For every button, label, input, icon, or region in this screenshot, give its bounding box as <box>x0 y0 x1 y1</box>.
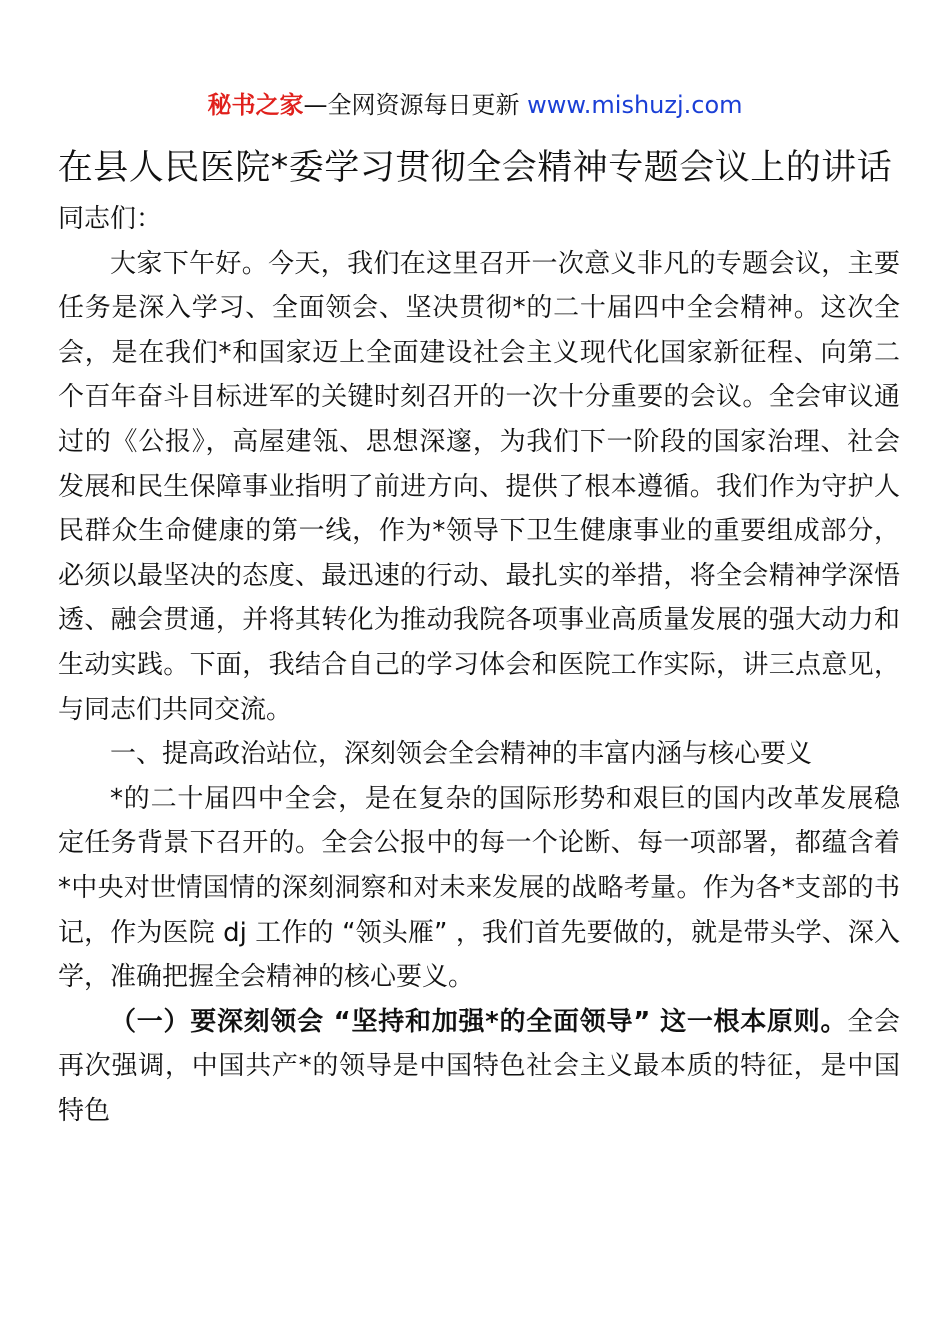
paragraph <box>58 1000 900 1134</box>
brand-name: 秘书之家 <box>207 91 304 119</box>
paragraph: 大家下午好。今天，我们在这里召开一次意义非凡的专题会议，主要任务是深入学习、全面领会、坚决贯彻*的二十届四中全会精神。这次全会，是在我们*和国家迈上全面建设社会主义现代化国家新征程、向第二个百年奋斗目标进军的关键时刻召开的一次十分重要的会议。全会审议通过的《公报》，高屋建瓴、思想深邃，为我们下一阶段的国家治理、社会发展和民生保障事业指明了前进方向、提供了根本遵循。我们作为守护人民群众生命健康的第一线，作为*领导下卫生健康事业的重要组成部分，必须以最坚决的态度、最迅速的行动、最扎实的举措，将全会精神学深悟透、融会贯通，并将其转化为推动我院各项事业高质量发展的强大动力和生动实践。下面，我结合自己的学习体会和医院工作实际，讲三点意见，与同志们共同交流。 <box>58 248 900 725</box>
site-header <box>0 88 950 122</box>
salutation: 同志们： <box>58 204 163 234</box>
subsection-heading: （一）要深刻领会 “坚持和加强*的全面领导” 这一根本原则。 <box>110 1006 848 1037</box>
paragraph-text: 全会再次强调，中国共产*的领导是中国特色社会主义最本质的特征，是中国特色 <box>58 1006 900 1126</box>
header-tagline: —全网资源每日更新 <box>303 91 528 119</box>
document-body <box>58 197 900 1133</box>
paragraph: *的二十届四中全会，是在复杂的国际形势和艰巨的国内改革发展稳定任务背景下召开的。全会公报中的每一个论断、每一项部署，都蕴含着*中央对世情国情的深刻洞察和对未来发展的战略考量。作为各*支部的书记，作为医院 dj 工作的 “领头雁” ，我们首先要做的，就是带头学、深入学，准确把握全会精神的核心要义。 <box>58 783 900 993</box>
document-title: 在县人民医院*委学习贯彻全会精神专题会议上的讲话 <box>57 148 893 188</box>
site-url-link[interactable]: www.mishuzj.com <box>527 91 743 119</box>
section-heading: 一、提高政治站位，深刻领会全会精神的丰富内涵与核心要义 <box>110 739 813 770</box>
